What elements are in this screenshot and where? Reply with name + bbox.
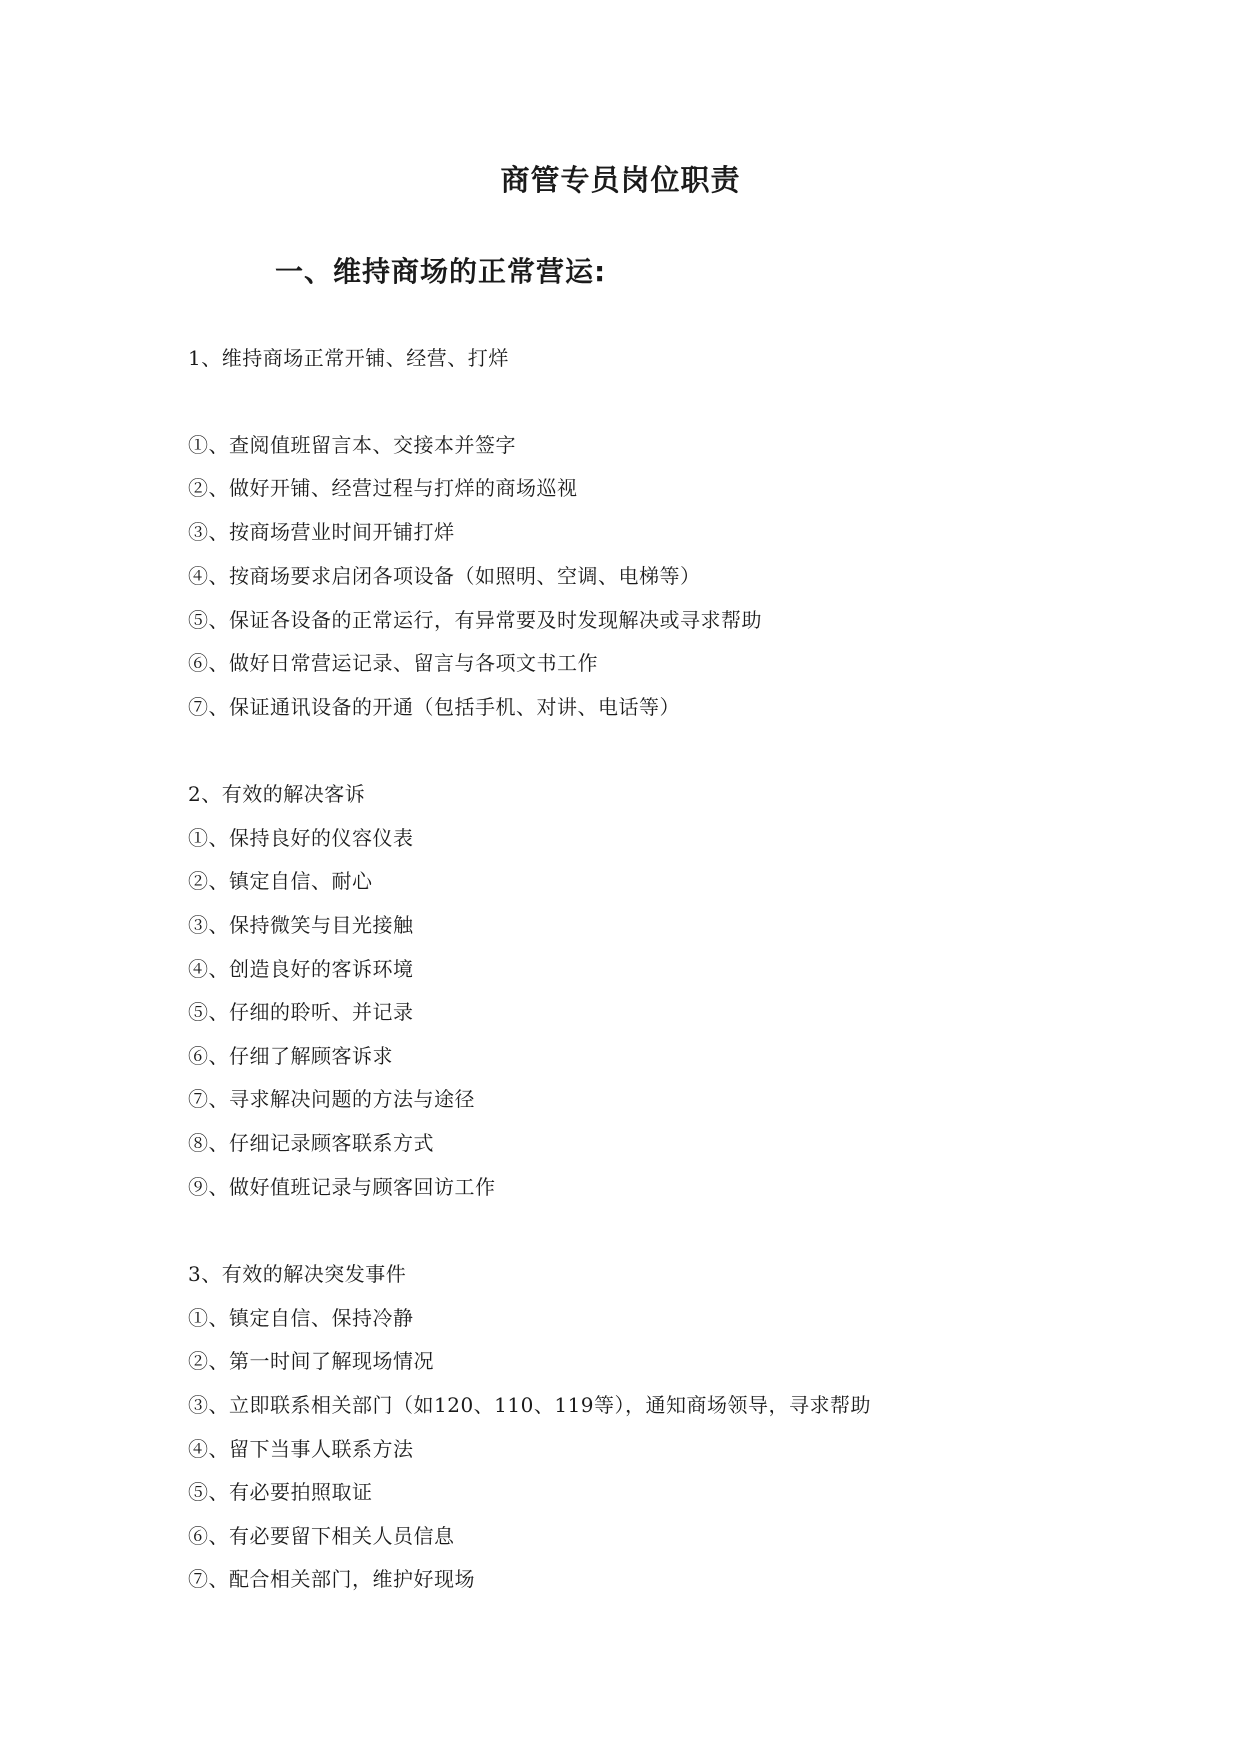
list-item: ③、按商场营业时间开铺打烊 [188,520,455,544]
list-item: ⑤、保证各设备的正常运行，有异常要及时发现解决或寻求帮助 [188,608,762,632]
list-item: ⑤、有必要拍照取证 [188,1480,373,1504]
list-item: ④、创造良好的客诉环境 [188,957,414,981]
group2-heading: 2、有效的解决客诉 [188,782,366,806]
list-item: ⑤、仔细的聆听、并记录 [188,1000,414,1024]
document-title: 商管专员岗位职责 [500,163,741,197]
list-item: ①、保持良好的仪容仪表 [188,826,414,850]
list-item: ⑥、有必要留下相关人员信息 [188,1524,455,1548]
list-item: ④、按商场要求启闭各项设备（如照明、空调、电梯等） [188,564,701,588]
list-item: ④、留下当事人联系方法 [188,1437,414,1461]
list-item: ⑦、寻求解决问题的方法与途径 [188,1087,475,1111]
list-item: ③、立即联系相关部门（如120、110、119等），通知商场领导，寻求帮助 [188,1393,872,1417]
list-item: ②、第一时间了解现场情况 [188,1349,434,1373]
list-item: ⑥、做好日常营运记录、留言与各项文书工作 [188,651,598,675]
list-item: ②、镇定自信、耐心 [188,869,373,893]
list-item: ①、镇定自信、保持冷静 [188,1306,414,1330]
group1-heading: 1、维持商场正常开铺、经营、打烊 [188,346,509,370]
list-item: ⑦、配合相关部门，维护好现场 [188,1567,475,1591]
group3-heading: 3、有效的解决突发事件 [188,1262,407,1286]
list-item: ②、做好开铺、经营过程与打烊的商场巡视 [188,476,578,500]
list-item: ①、查阅值班留言本、交接本并签字 [188,433,516,457]
list-item: ⑧、仔细记录顾客联系方式 [188,1131,434,1155]
list-item: ⑦、保证通讯设备的开通（包括手机、对讲、电话等） [188,695,680,719]
list-item: ⑨、做好值班记录与顾客回访工作 [188,1175,496,1199]
list-item: ⑥、仔细了解顾客诉求 [188,1044,393,1068]
list-item: ③、保持微笑与目光接触 [188,913,414,937]
section-heading: 一、维持商场的正常营运: [275,255,607,288]
